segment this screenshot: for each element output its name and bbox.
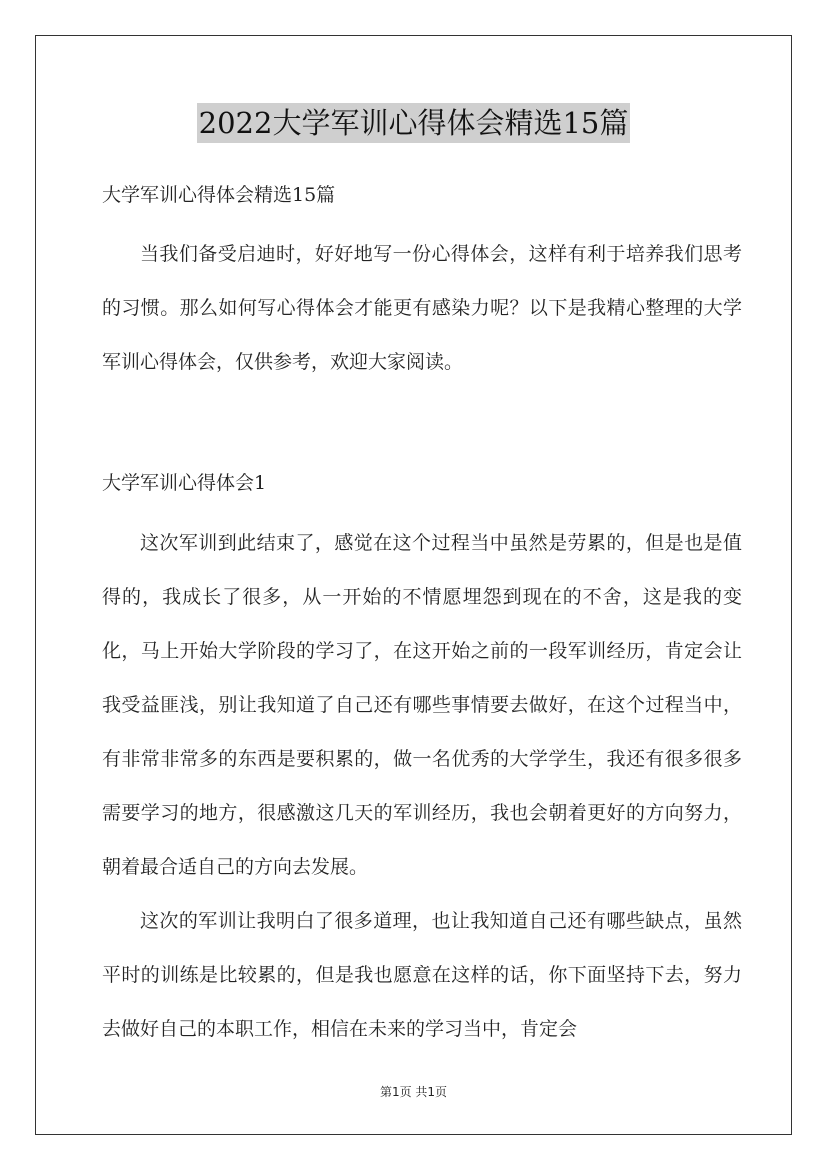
section-paragraph: 这次军训到此结束了，感觉在这个过程当中虽然是劳累的，但是也是值得的，我成长了很多，从一开始的不情愿埋怨到现在的不舍，这是我的变化，马上开始大学阶段的学习了，在这开始之前的一段军训经历，肯定会让我受益匪浅，别让我知道了自己还有哪些事情要去做好，在这个过程当中，有非常非常多的东西是要积累的，做一名优秀的大学学生，我还有很多很多需要学习的地方，很感激这几天的军训经历，我也会朝着更好的方向努力，朝着最合适自己的方向去发展。 (102, 532, 742, 878)
section-paragraph: 这次的军训让我明白了很多道理，也让我知道自己还有哪些缺点，虽然平时的训练是比较累的，但是我也愿意在这样的话，你下面坚持下去，努力去做好自己的本职工作，相信在未来的学习当中，肯定会 (102, 910, 742, 1040)
document-body (102, 175, 742, 1056)
section-heading: 大学军训心得体会1 (102, 472, 267, 494)
document-title: 2022大学军训心得体会精选15篇 (197, 103, 631, 143)
title-container (0, 103, 827, 143)
document-subtitle: 大学军训心得体会精选15篇 (102, 184, 336, 206)
intro-paragraph: 当我们备受启迪时，好好地写一份心得体会，这样有利于培养我们思考的习惯。那么如何写心得体会才能更有感染力呢？以下是我精心整理的大学军训心得体会，仅供参考，欢迎大家阅读。 (102, 243, 742, 373)
page-footer: 第1页 共1页 (379, 1085, 448, 1099)
